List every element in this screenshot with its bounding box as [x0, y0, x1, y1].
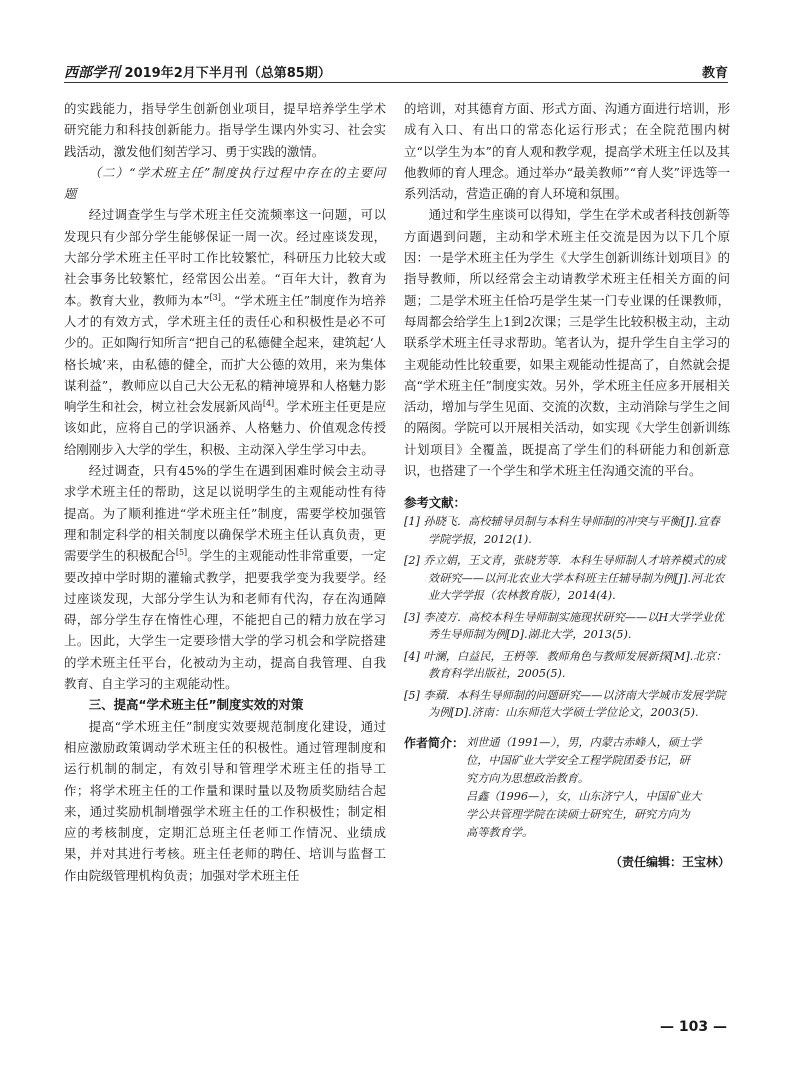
paragraph: 的培训，对其德育方面、形式方面、沟通方面进行培训，形成有入口、有出口的常态化运行形式；在全院范围内树立“以学生为本”的育人观和教学观，提高学术班主任以及其他教师的育人理念。通过举办“最美教师”“育人奖”评选等一系列活动，营造正确的育人环境和氛围。	[404, 101, 730, 202]
paragraph-text: 。学术班主任更是应该如此，应将自己的学识涵养、人格魅力、价值观念传授给刚刚步入大学的学生，积极、主动深入学生学习中去。	[64, 399, 387, 457]
author-line: 位，中国矿业大学安全工程学院团委书记，研	[466, 753, 690, 767]
author-info	[404, 734, 730, 842]
section-heading: 三、提高“学术班主任”制度实效的对策	[88, 697, 304, 713]
author-line: 究方向为思想政治教育。	[466, 771, 590, 785]
left-column	[64, 98, 386, 886]
reference-item: [2] 乔立娟，王文青，张晓芳等．本科生导师制人才培养模式的成效研究——以河北农业大学本科班主任辅导制为例[J].河北农业大学学报（农林教育版），2014(4).	[404, 554, 726, 603]
paragraph: 的实践能力，指导学生创新创业项目，提早培养学生学术研究能力和科技创新能力。指导学生课内外实习、社会实践活动，激发他们刻苦学习、勇于实践的激情。	[64, 101, 386, 159]
reference-list	[404, 513, 730, 722]
editor-credit: （责任编辑：王宝林）	[609, 854, 730, 869]
header-rule	[64, 82, 728, 83]
citation: [5]	[175, 548, 188, 558]
paragraph: 通过和学生座谈可以得知，学生在学术或者科技创新等方面遇到问题，主动和学术班主任交流是因为以下几个原因：一是学术班主任为学生《大学生创新训练计划项目》的指导教师，所以经常会主动请教学术班主任相关方面的问题；二是学术班主任恰巧是学生某一门专业课的任课教师，每周都会给学生上1到2次课；三是学生比较积极主动，主动联系学术班主任寻求帮助。笔者认为，提升学生自主学习的主观能动性比较重要，如果主观能动性提高了，自然就会提高“学术班主任”制度实效。另外，学术班主任应多开展相关活动，增加与学生见面、交流的次数，主动消除与学生之间的隔阂。学院可以开展相关活动，如实现《大学生创新训练计划项目》全覆盖，既提高了学生们的科研能力和创新意识，也搭建了一个学生和学术班主任沟通交流的平台。	[404, 207, 730, 479]
reference-item: [4] 叶澜，白益民，王枬等．教师角色与教师发展新探[M].北京：教育科学出版社，2005(5).	[404, 649, 727, 681]
author-line: 吕鑫（1996—），女，山东济宁人，中国矿业大	[466, 789, 702, 803]
paragraph-text: 。学生的主观能动性非常重要，一定要改掉中学时期的灌输式教学，把要我学变为我要学。经过座谈发现，大部分学生认为和老师有代沟，存在沟通障碍，部分学生存在惰性心理，不能把自己的精力放在学习上。因此，大学生一定要珍惜大学的学习机会和学院搭建的学术班主任平台，化被动为主动，提高自我管理、自我教育、自主学习的主观能动性。	[64, 548, 387, 692]
citation: [4]	[262, 399, 275, 409]
page-header	[64, 58, 728, 82]
paragraph-text: 。“学术班主任”制度作为培养人才的有效方式，学术班主任的责任心和积极性是必不可少的。正如陶行知所言“把自己的私德健全起来，建筑起‘人格长城’来，由私德的健全，而扩大公德的效用，来为集体谋利益”，教师应以自己大公无私的精神境界和人格魅力影响学生和社会，树立社会发展新风尚	[64, 292, 386, 415]
right-column	[404, 98, 730, 873]
issue-info: 2019年2月下半月刊（总第85期）	[124, 66, 331, 81]
author-label: 作者简介：	[404, 735, 465, 750]
reference-item: [1] 孙晓飞．高校辅导员制与本科生导师制的冲突与平衡[J].宜春学院学报，2012(1).	[404, 515, 720, 546]
journal-title	[64, 62, 331, 82]
reference-item: [3] 李凌方．高校本科生导师制实施现状研究——以H大学学业优秀生导师制为例[D].湖北大学，2013(5).	[404, 610, 725, 642]
paragraph	[64, 460, 386, 694]
author-line: 学公共管理学院在读硕士研究生，研究方向为	[466, 807, 690, 821]
section-label: 教育	[701, 66, 728, 81]
author-line: 高等教育学。	[466, 825, 534, 839]
paragraph-text: 经过调查学生与学术班主任交流频率这一问题，可以发现只有少部分学生能够保证一周一次。经过座谈发现，大部分学术班主任平时工作比较繁忙，科研压力比较大或社会事务比较繁忙，经常因公出差。“百年大计，教育为本。教育大业，教师为本”	[64, 207, 386, 308]
subsection-heading: （二）“学术班主任”制度执行过程中存在的主要问题	[64, 164, 386, 202]
paragraph: 提高“学术班主任”制度实效要规范制度化建设，通过相应激励政策调动学术班主任的积极性。通过管理制度和运行机制的制定，有效引导和管理学术班主任的指导工作；将学术班主任的工作量和课时量以及物质奖励结合起来，通过奖励机制增强学术班主任的工作积极性；制定相应的考核制度，定期汇总班主任老师工作情况、业绩成果，并对其进行考核。班主任老师的聘任、培训与监督工作由院级管理机构负责；加强对学术班主任	[64, 718, 386, 883]
reference-item: [5] 李蘋．本科生导师制的问题研究——以济南大学城市发展学院为例[D].济南：山东师范大学硕士学位论文，2003(5).	[404, 688, 726, 720]
citation: [3]	[209, 292, 221, 302]
page-number: — 103 —	[660, 1019, 727, 1035]
paragraph-text: 经过调查，只有45%的学生在遇到困难时候会主动寻求学术班主任的帮助，这足以说明学生的主观能动性有待提高。为了顺利推进“学术班主任”制度，需要学校加强管理和制定科学的相关制度以确保学术班主任认真负责，更需要学生的积极配合	[64, 463, 386, 564]
author-line: 刘世通（1991—），男，内蒙古赤峰人，硕士学	[466, 735, 702, 749]
journal-logo: 西部学刊	[64, 65, 120, 81]
references-heading: 参考文献：	[404, 495, 466, 511]
paragraph	[64, 204, 386, 460]
